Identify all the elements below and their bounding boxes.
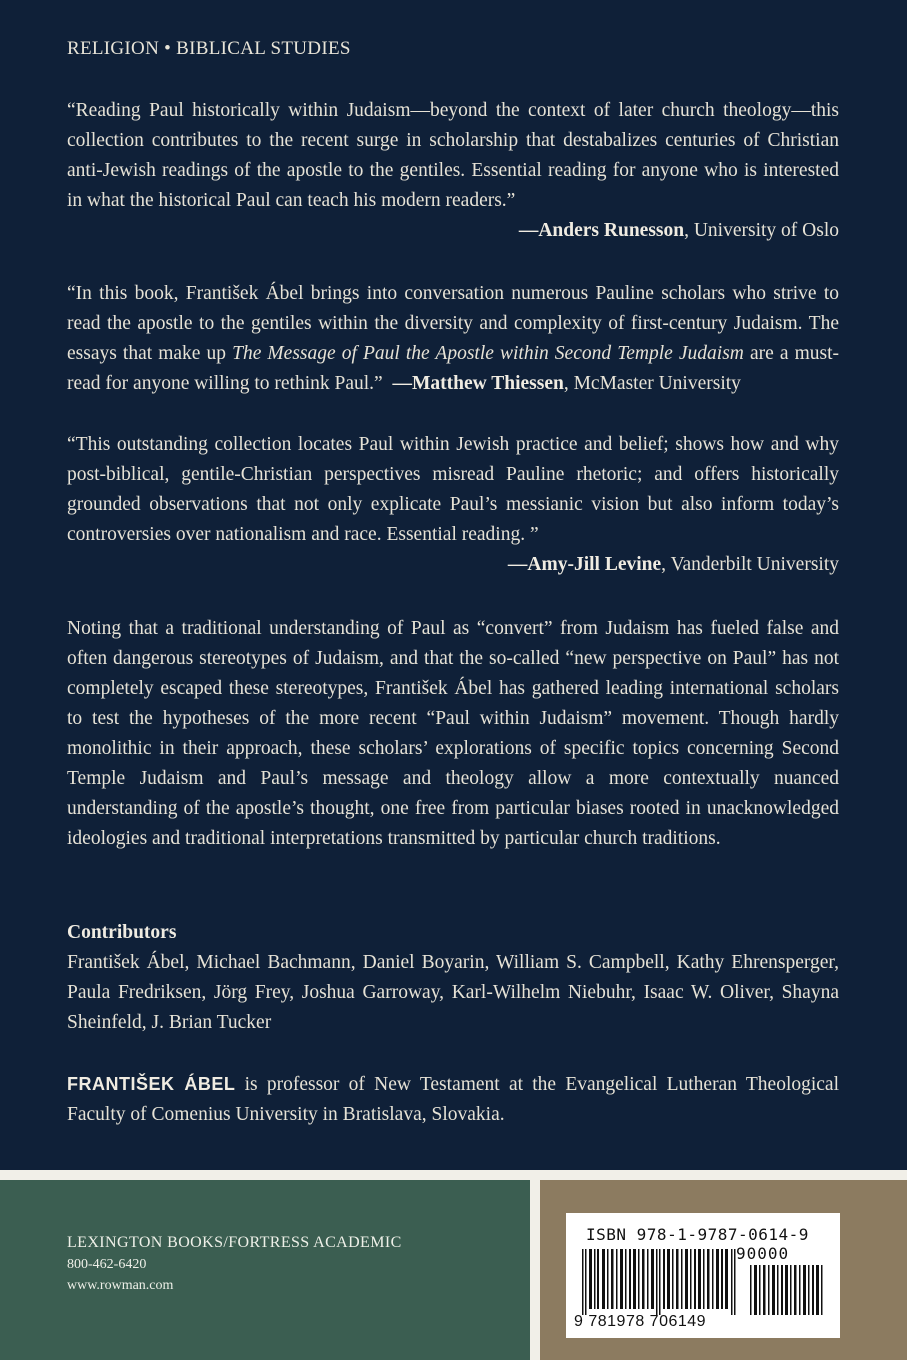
contributors-section	[67, 918, 839, 1038]
endorsement-text: “This outstanding collection locates Paul within Jewish practice and belief; shows how and why post-biblical, gentile-Christian perspectives misread Pauline rhetoric; and offers historically grounded observations that not only explicate Paul’s messianic vision but also inform today’s controversies over nationalism and race. Essential reading. ”	[67, 434, 839, 545]
endorser-name: —Amy-Jill Levine	[507, 554, 662, 575]
endorsement-2	[67, 279, 839, 399]
barcode-digits: 9 781978 706149	[574, 1313, 707, 1330]
endorsement-attribution	[392, 373, 740, 394]
category-label: RELIGION • BIBLICAL STUDIES	[67, 38, 351, 59]
publisher-info	[67, 1234, 402, 1294]
barcode-bars-icon	[580, 1243, 740, 1315]
author-name: FRANTIŠEK ÁBEL	[67, 1074, 236, 1094]
contributors-list: František Ábel, Michael Bachmann, Daniel Boyarin, William S. Campbell, Kathy Ehrensperger, Paula Fredriksen, Jörg Frey, Joshua Garroway, Karl-Wilhelm Niebuhr, Isaac W. Oliver, Shayna Sheinfeld, J. Brian Tucker	[67, 952, 839, 1033]
author-bio	[67, 1069, 839, 1130]
endorser-affiliation: , University of Oslo	[684, 220, 839, 241]
book-title: The Message of Paul the Apostle within Second Temple Judaism	[232, 343, 744, 364]
endorsement-attribution	[67, 216, 839, 246]
endorser-affiliation: , McMaster University	[563, 373, 741, 394]
endorsement-1	[67, 96, 839, 246]
price-code: 90000	[736, 1244, 790, 1263]
contributors-heading: Contributors	[67, 922, 177, 943]
publisher-website: www.rowman.com	[67, 1278, 174, 1293]
endorser-name: —Matthew Thiessen	[392, 373, 564, 394]
book-description: Noting that a traditional understanding of Paul as “convert” from Judaism has fueled false and often dangerous stereotypes of Judaism, and that the so-called “new perspective on Paul” has not completely escaped these stereotypes, František Ábel has gathered leading international scholars to test the hypotheses of the more recent “Paul within Judaism” movement. Though hardly monolithic in their approach, these scholars’ explorations of specific topics concerning Second Temple Judaism and Paul’s message and theology allow a more contextually nuanced understanding of the apostle’s thought, one free from particular biases rooted in unacknowledged ideologies and traditional interpretations transmitted by particular church traditions.	[67, 618, 839, 849]
endorsement-3	[67, 430, 839, 580]
endorser-affiliation: , Vanderbilt University	[661, 554, 839, 575]
addon-barcode-bars-icon	[748, 1265, 828, 1315]
endorsement-attribution	[67, 550, 839, 580]
endorser-name: —Anders Runesson	[518, 220, 685, 241]
author-bio-text: is professor of New Testament at the Evangelical Lutheran Theological Faculty of Comenius University in Bratislava, Slovakia.	[67, 1074, 840, 1125]
isbn-barcode	[566, 1213, 840, 1338]
footer-separator	[530, 1174, 540, 1360]
endorsement-text: are a must-read for anyone willing to rethink Paul.”	[67, 343, 839, 394]
publisher-phone: 800-462-6420	[67, 1257, 147, 1272]
endorsement-text: “Reading Paul historically within Judaism—beyond the context of later church theology—this collection contributes to the recent surge in scholarship that destabalizes centuries of Christian anti-Jewish readings of the apostle to the gentiles. Essential reading for anyone who is interested in what the historical Paul can teach his modern readers.”	[67, 100, 839, 211]
endorsement-text: “In this book, František Ábel brings into conversation numerous Pauline scholars who strive to read the apostle to the gentiles within the diversity and complexity of first-century Judaism. The essays that make up	[67, 283, 839, 364]
isbn-label: ISBN 978-1-9787-0614-9	[586, 1225, 809, 1244]
publisher-name: LEXINGTON BOOKS/FORTRESS ACADEMIC	[67, 1234, 402, 1251]
